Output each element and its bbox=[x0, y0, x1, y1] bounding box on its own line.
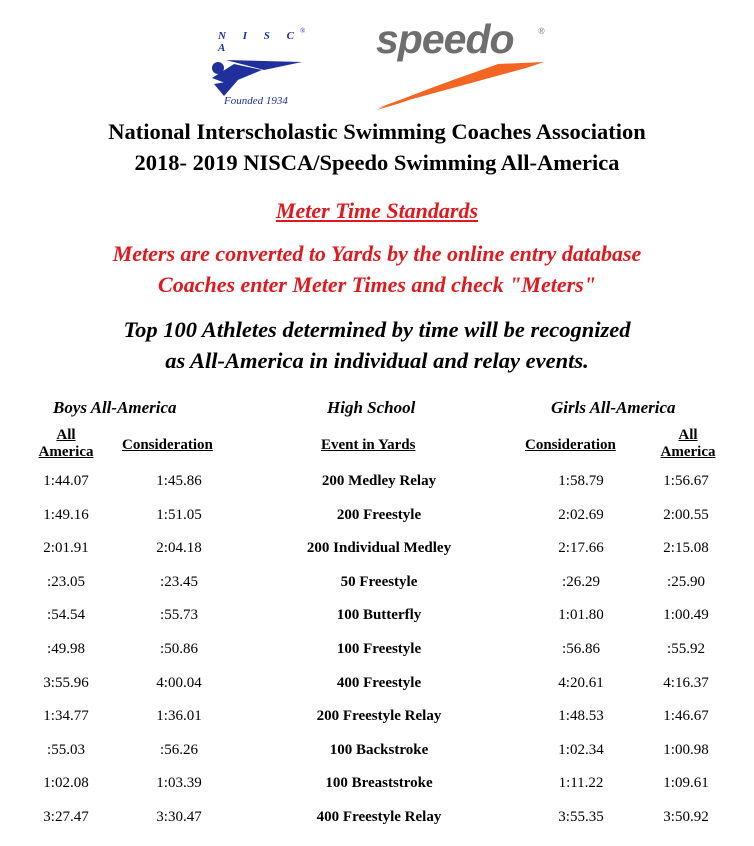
girls-all-america-time: 1:00.49 bbox=[663, 607, 709, 624]
girls-all-america-time: :55.92 bbox=[667, 641, 705, 657]
title-line-2: 2018- 2019 NISCA/Speedo Swimming All-America bbox=[134, 150, 620, 175]
speedo-wordmark: speedo bbox=[376, 16, 514, 62]
girls-consideration-time: 4:20.61 bbox=[558, 674, 604, 691]
boys-all-america-header bbox=[31, 427, 101, 461]
girls-all-america-time: 1:46.67 bbox=[663, 708, 709, 725]
table-row bbox=[0, 675, 754, 699]
boys-group-header: Boys All-America bbox=[53, 398, 177, 417]
girls-consideration-time: 1:02.34 bbox=[558, 741, 604, 758]
boys-all-america-time: :55.03 bbox=[47, 741, 85, 758]
boys-all-america-time: 1:02.08 bbox=[43, 775, 89, 792]
event-name: 400 Freestyle bbox=[336, 674, 422, 691]
conversion-line-1: Meters are converted to Yards by the online entry database bbox=[112, 241, 642, 266]
boys-consideration-time: :50.86 bbox=[160, 641, 198, 657]
girls-all-america-time: 1:09.61 bbox=[663, 775, 709, 792]
boys-consideration-time: 4:00.04 bbox=[156, 674, 202, 691]
event-name: 100 Breaststroke bbox=[325, 775, 433, 792]
nisca-wordmark: N I S C A bbox=[218, 30, 301, 54]
girls-consideration-time: 2:02.69 bbox=[558, 506, 604, 523]
table-row bbox=[0, 708, 754, 732]
table-row bbox=[0, 540, 754, 564]
girls-group-header: Girls All-America bbox=[551, 398, 676, 417]
speedo-logo bbox=[376, 16, 551, 115]
event-name: 100 Backstroke bbox=[329, 741, 429, 758]
girls-all-america-header bbox=[653, 427, 723, 461]
event-name: 200 Freestyle Relay bbox=[316, 708, 442, 725]
boys-consideration-time: :23.45 bbox=[160, 573, 198, 590]
meter-standards-heading: Meter Time Standards bbox=[275, 198, 479, 223]
event-name: 50 Freestyle bbox=[340, 573, 418, 590]
america-label: America bbox=[660, 444, 716, 460]
table-row bbox=[0, 775, 754, 799]
girls-consideration-time: 1:11.22 bbox=[558, 775, 604, 792]
girls-consideration-header: Consideration bbox=[525, 437, 616, 453]
all-label: All bbox=[56, 427, 76, 443]
girls-consideration-time: 1:48.53 bbox=[558, 708, 604, 725]
nisca-founded: Founded 1934 bbox=[224, 95, 288, 107]
boys-all-america-time: 1:34.77 bbox=[43, 708, 89, 725]
boys-consideration-time: :56.26 bbox=[160, 741, 198, 758]
girls-consideration-time: 1:01.80 bbox=[558, 607, 604, 624]
top100-line-1: Top 100 Athletes determined by time will be recognized bbox=[123, 317, 631, 342]
boys-all-america-time: :23.05 bbox=[47, 573, 85, 590]
boys-consideration-time: 2:04.18 bbox=[156, 540, 202, 557]
boys-all-america-time: :54.54 bbox=[47, 607, 85, 624]
table-row bbox=[0, 574, 754, 598]
girls-all-america-time: 3:50.92 bbox=[663, 809, 709, 825]
event-header: Event in Yards bbox=[321, 437, 416, 453]
girls-all-america-time: 4:16.37 bbox=[663, 674, 709, 691]
speedo-boomerang-icon bbox=[376, 60, 551, 115]
swimmer-icon bbox=[204, 40, 304, 100]
boys-consideration-time: 3:30.47 bbox=[156, 809, 202, 825]
table-row bbox=[0, 742, 754, 766]
high-school-group-header: High School bbox=[327, 398, 416, 417]
girls-consideration-time: 1:58.79 bbox=[558, 473, 604, 489]
girls-all-america-time: 1:56.67 bbox=[663, 473, 709, 489]
event-name: 200 Freestyle bbox=[336, 506, 422, 523]
table-row bbox=[0, 607, 754, 631]
boys-all-america-time: 1:49.16 bbox=[43, 506, 89, 523]
boys-all-america-time: 3:55.96 bbox=[43, 674, 89, 691]
boys-consideration-time: 1:51.05 bbox=[156, 506, 202, 523]
event-name: 100 Butterfly bbox=[336, 607, 422, 624]
nisca-logo bbox=[204, 27, 312, 110]
girls-all-america-time: :25.90 bbox=[667, 573, 705, 590]
boys-all-america-time: 1:44.07 bbox=[43, 473, 89, 489]
america-label: America bbox=[38, 444, 94, 460]
top100-line-2: as All-America in individual and relay events. bbox=[165, 348, 589, 373]
event-name: 400 Freestyle Relay bbox=[316, 809, 442, 825]
girls-all-america-time: 2:15.08 bbox=[663, 540, 709, 557]
girls-all-america-time: 1:00.98 bbox=[663, 741, 709, 758]
boys-consideration-time: 1:36.01 bbox=[156, 708, 202, 725]
event-name: 100 Freestyle bbox=[336, 641, 422, 657]
event-name: 200 Individual Medley bbox=[306, 540, 452, 557]
boys-all-america-time: 2:01.91 bbox=[43, 540, 89, 557]
registered-mark: ® bbox=[300, 27, 306, 35]
table-row bbox=[0, 809, 754, 833]
boys-consideration-time: :55.73 bbox=[160, 607, 198, 624]
girls-all-america-time: 2:00.55 bbox=[663, 506, 709, 523]
boys-all-america-time: 3:27.47 bbox=[43, 809, 89, 825]
boys-consideration-time: 1:45.86 bbox=[156, 473, 202, 489]
table-row bbox=[0, 641, 754, 665]
girls-consideration-time: :56.86 bbox=[562, 641, 600, 657]
registered-mark: ® bbox=[538, 26, 545, 36]
logo-area bbox=[0, 0, 754, 115]
table-row bbox=[0, 473, 754, 497]
girls-consideration-time: 3:55.35 bbox=[558, 809, 604, 825]
title-line-1: National Interscholastic Swimming Coaches Association bbox=[108, 119, 646, 144]
boys-all-america-time: :49.98 bbox=[47, 641, 85, 657]
boys-consideration-time: 1:03.39 bbox=[156, 775, 202, 792]
all-label: All bbox=[678, 427, 698, 443]
table-row bbox=[0, 507, 754, 531]
conversion-line-2: Coaches enter Meter Times and check "Meters" bbox=[158, 272, 596, 297]
event-name: 200 Medley Relay bbox=[321, 473, 437, 489]
girls-consideration-time: :26.29 bbox=[562, 573, 600, 590]
girls-consideration-time: 2:17.66 bbox=[558, 540, 604, 557]
boys-consideration-header: Consideration bbox=[122, 437, 213, 453]
